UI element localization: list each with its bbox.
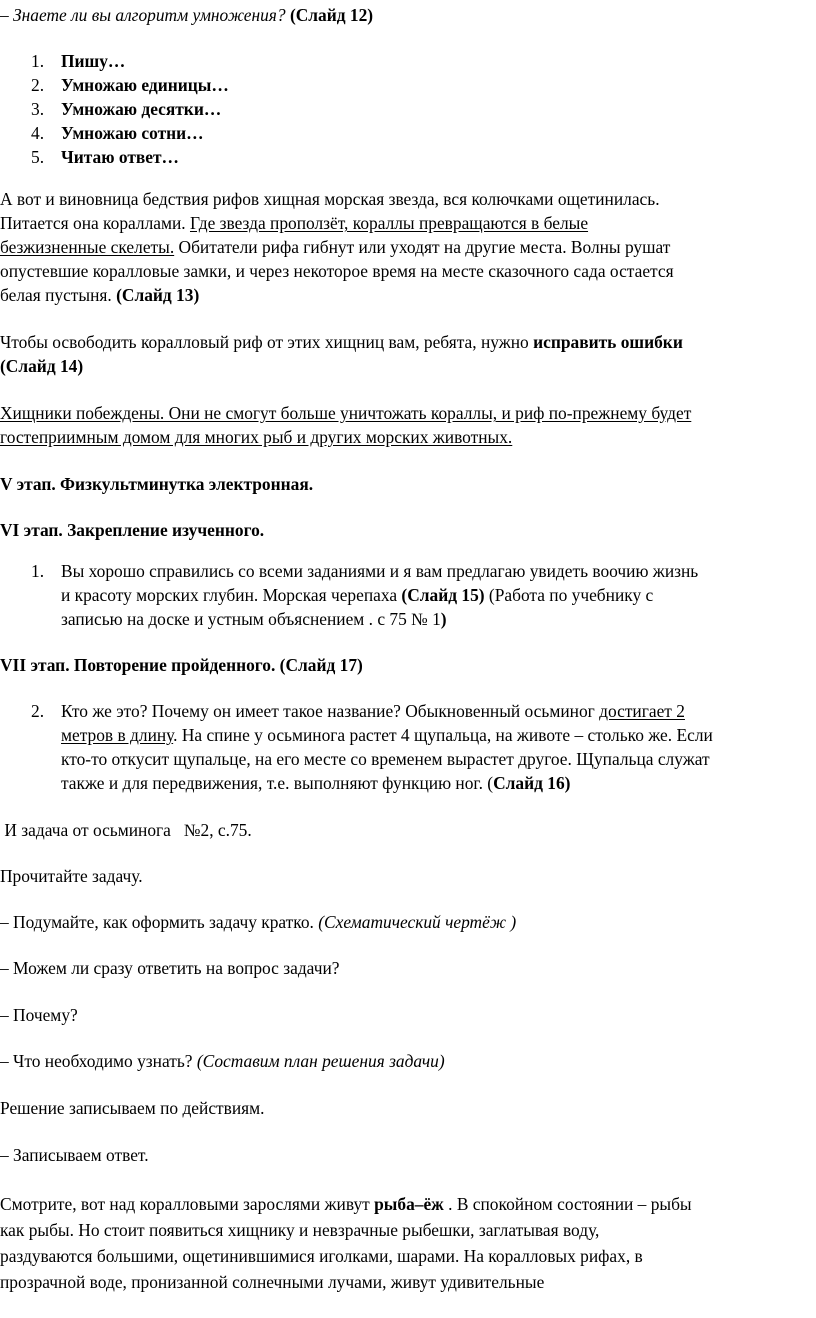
need-line [0,1049,816,1073]
slide-ref: Слайд 16) [493,773,571,793]
solution-line: Решение записываем по действиям. [0,1098,265,1118]
list-text: Пишу… [61,51,126,71]
text-run: . В спокойном состоянии – рыбы [443,1194,692,1214]
italic-note: (Составим план решения задачи) [196,1051,445,1071]
predators-defeated-paragraph [0,401,816,449]
text-run: Чтобы освободить коралловый риф от этих хищниц вам, ребята, нужно [0,332,534,352]
list-text: Умножаю сотни… [61,123,204,143]
heading-text: VII этап. Повторение пройденного. (Слайд 17) [0,655,363,675]
text-run: – Подумайте, как оформить задачу кратко. [0,912,319,932]
paragraph-line [0,723,816,747]
bold-text: исправить ошибки [533,332,683,352]
slide-ref: (Слайд 14) [0,356,84,376]
text-run: Кто же это? Почему он имеет такое название? Обыкновенный осьминог [61,701,600,721]
intro-question-text: – Знаете ли вы алгоритм умножения? [0,5,286,25]
italic-note: (Схематический чертёж ) [318,912,517,932]
text-run: записью на доске и устным объяснением . с 75 № 1 [61,609,441,629]
think-line [0,910,816,934]
paragraph-line: А вот и виновница бедствия рифов хищная морская звезда, вся колючками ощетинилась. [0,189,660,209]
list-number: 3. [31,99,45,119]
paragraph-line: опустевшие коралловые замки, и через некоторое время на месте сказочного сада остается [0,261,674,281]
list-item [0,121,816,145]
bold-text: ) [440,609,447,629]
heading-text: V этап. Физкультминутка электронная. [0,474,314,494]
list-number: 1. [31,561,45,581]
heading-text: VI этап. Закрепление изученного. [0,520,265,540]
paragraph-line [0,330,816,354]
text-run: ( [487,773,494,793]
text-run: (Работа по учебнику с [484,585,654,605]
underlined-text: Где звезда проползёт, кораллы превращаются в белые [189,213,589,233]
intro-question [0,3,816,27]
text-run: . На спине у осьминога растет 4 щупальца, на животе – столько же. Если [173,725,713,745]
paragraph-line: кто-то откусит щупальце, на его месте со временем вырастет другое. Щупальца служат [61,749,710,769]
why-line: – Почему? [0,1005,78,1025]
text-run: белая пустыня. [0,285,117,305]
paragraph-line [0,401,816,425]
list-item [0,97,816,121]
fish-paragraph [0,1191,816,1295]
underlined-text: достигает 2 [599,701,685,721]
paragraph-line [0,211,816,235]
list-text: Умножаю единицы… [61,75,229,95]
can-answer-line: – Можем ли сразу ответить на вопрос задачи? [0,958,340,978]
paragraph-line [0,699,816,723]
underlined-text: безжизненные скелеты. [0,237,175,257]
list-text: Умножаю десятки… [61,99,222,119]
paragraph-line [0,283,816,307]
text-run: Вы хорошо справились со всеми заданиями и я вам предлагаю увидеть воочию жизнь [61,561,699,581]
underlined-text: метров в длину [61,725,174,745]
list-text: Читаю ответ… [61,147,179,167]
paragraph-line [0,559,816,583]
text-run: и красоту морских глубин. Морская черепаха [61,585,402,605]
algorithm-list [0,49,816,169]
task-item-2 [0,699,816,795]
intro-slide-ref: (Слайд 12) [289,5,374,25]
list-item [0,73,816,97]
paragraph-line: прозрачной воде, пронизанной солнечными лучами, живут удивительные [0,1272,545,1292]
underlined-text: гостеприимным домом для многих рыб и других морских животных. [0,427,513,447]
write-answer-line: – Записываем ответ. [0,1145,149,1165]
paragraph-line: как рыбы. Но стоит появиться хищнику и невзрачные рыбешки, заглатывая воду, [0,1220,600,1240]
underlined-text: Хищники побеждены. Они не смогут больше уничтожать кораллы, и риф по-прежнему будет [0,403,692,423]
list-number: 4. [31,123,45,143]
text-run: Питается она кораллами. [0,213,190,233]
bold-text: рыба–ёж [374,1194,444,1214]
slide-ref: (Слайд 15) [401,585,485,605]
slide-ref: (Слайд 13) [116,285,200,305]
list-number: 5. [31,147,45,167]
text-run: также и для передвижения, т.е. выполняют функцию ног. [61,773,488,793]
task-item-1 [0,559,816,631]
paragraph-line [0,1191,816,1217]
paragraph-line: раздуваются большими, ощетинившимися иголками, шарами. На коралловых рифах, в [0,1246,643,1266]
list-item [0,49,816,73]
paragraph-line [0,607,816,631]
paragraph-line [0,425,816,449]
read-task-line: Прочитайте задачу. [0,866,143,886]
paragraph-line [0,235,816,259]
paragraph-line [0,354,816,378]
stage-5-heading [0,472,816,496]
list-number: 2. [31,701,45,721]
octopus-task-line: И задача от осьминога №2, с.75. [0,820,252,840]
stage-7-heading [0,653,816,677]
paragraph-line [0,583,816,607]
fix-mistakes-paragraph [0,330,816,378]
starfish-paragraph [0,187,816,307]
list-number: 1. [31,51,45,71]
stage-6-heading [0,518,816,542]
text-run: Обитатели рифа гибнут или уходят на другие места. Волны рушат [174,237,671,257]
list-number: 2. [31,75,45,95]
text-run: Смотрите, вот над коралловыми зарослями живут [0,1194,375,1214]
text-run: – Что необходимо узнать? [0,1051,197,1071]
paragraph-line [0,771,816,795]
list-item [0,145,816,169]
